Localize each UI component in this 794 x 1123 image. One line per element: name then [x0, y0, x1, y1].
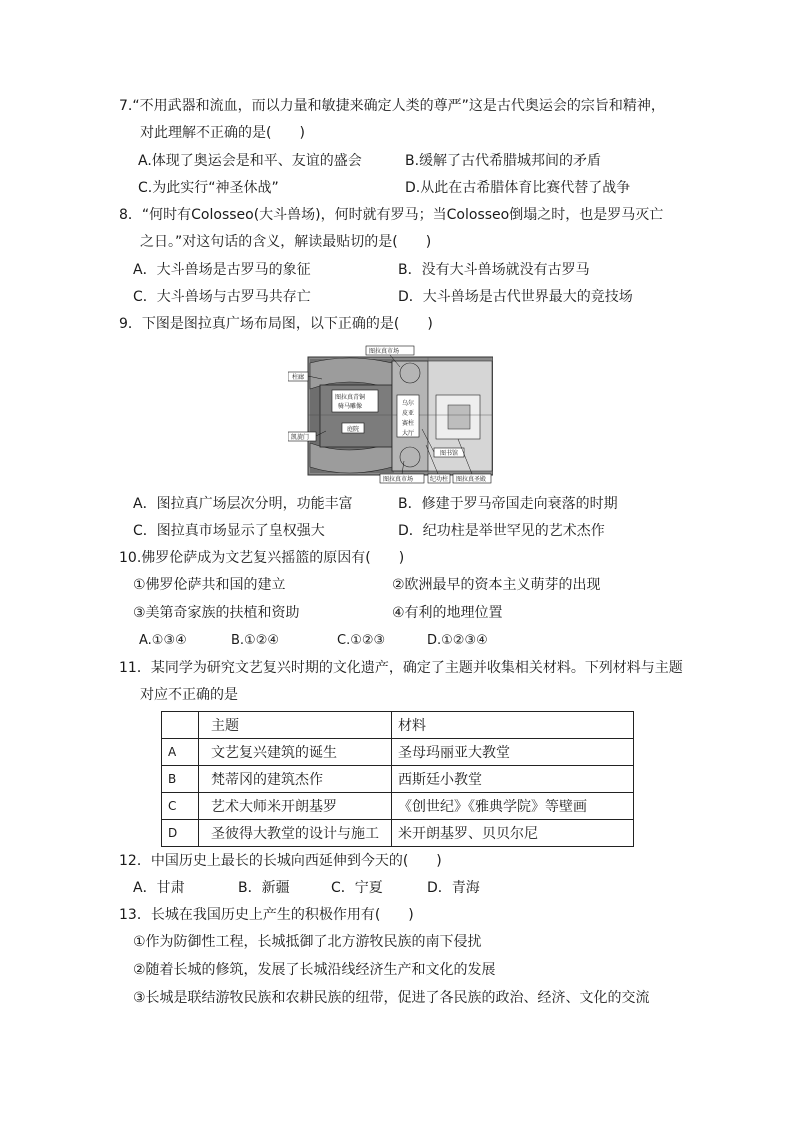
q7-option-c: C.为此实行“神圣休战” — [138, 180, 279, 196]
q13-item-1: ①作为防御性工程，长城抵御了北方游牧民族的南下侵扰 — [133, 934, 482, 950]
table-cell-theme: 梵蒂冈的建筑杰作 — [199, 766, 392, 793]
table-row — [162, 739, 634, 766]
label-hall-line3: 赛柱 — [402, 420, 415, 427]
q12-stem: 12．中国历史上最长的长城向西延伸到今天的( ) — [119, 853, 442, 869]
label-arch: 凯旋门 — [291, 434, 310, 441]
table-header-theme: 主题 — [199, 712, 392, 739]
label-statue-line1: 图拉真青铜 — [335, 394, 366, 401]
q8-option-b: B．没有大斗兽场就没有古罗马 — [398, 262, 590, 278]
q11-stem-line2: 对应不正确的是 — [140, 687, 238, 703]
table-cell-key: D — [162, 820, 199, 847]
q13-stem: 13．长城在我国历史上产生的积极作用有( ) — [119, 907, 414, 923]
label-courtyard: 庭院 — [347, 426, 360, 433]
q10-option-c: C.①②③ — [337, 633, 386, 648]
label-market-top: 图拉真市场 — [369, 348, 400, 355]
q8-option-a: A．大斗兽场是古罗马的象征 — [133, 262, 311, 278]
q9-option-c: C．图拉真市场显示了皇权强大 — [133, 523, 325, 539]
q7-stem-line2: 对此理解不正确的是( ) — [140, 125, 305, 141]
q10-option-b: B.①②④ — [231, 633, 280, 648]
q12-option-c: C．宁夏 — [331, 880, 383, 896]
q7-option-b: B.缓解了古代希腊城邦间的矛盾 — [405, 153, 602, 169]
table-cell-material: 《创世纪》《雅典学院》等壁画 — [392, 793, 634, 820]
q8-stem-line2: 之日。”对这句话的含义，解读最贴切的是( ) — [140, 234, 432, 250]
table-cell-theme: 圣彼得大教堂的设计与施工 — [199, 820, 392, 847]
q12-option-d: D．青海 — [427, 880, 480, 896]
q9-option-a: A．图拉真广场层次分明，功能丰富 — [133, 496, 353, 512]
label-statue-line2: 骑马雕像 — [338, 403, 363, 410]
q10-item-3: ③美第奇家族的扶植和资助 — [133, 605, 300, 621]
q13-item-3: ③长城是联结游牧民族和农耕民族的纽带，促进了各民族的政治、经济、文化的交流 — [133, 990, 650, 1006]
q8-option-d: D．大斗兽场是古代世界最大的竞技场 — [398, 289, 633, 305]
q8-option-c: C．大斗兽场与古罗马共存亡 — [133, 289, 311, 305]
table-row — [162, 766, 634, 793]
table-cell-key: B — [162, 766, 199, 793]
table-cell-key: C — [162, 793, 199, 820]
label-market-bottom: 图拉真市场 — [383, 476, 414, 483]
table-cell-material: 圣母玛丽亚大教堂 — [392, 739, 634, 766]
q8-stem-line1: 8．“何时有Colosseo(大斗兽场)，何时就有罗马；当Colosseo倒塌之时，也是罗马灭亡 — [119, 207, 664, 223]
q12-option-a: A．甘肃 — [133, 880, 185, 896]
table-header-row — [162, 712, 634, 739]
table-cell-key: A — [162, 739, 199, 766]
label-column: 纪功柱 — [430, 476, 449, 483]
q7-option-a: A.体现了奥运会是和平、友谊的盛会 — [138, 153, 362, 169]
q9-option-b: B．修建于罗马帝国走向衰落的时期 — [398, 496, 618, 512]
q10-stem: 10.佛罗伦萨成为文艺复兴摇篮的原因有( ) — [119, 550, 405, 566]
q7-stem-line1: 7.“不用武器和流血，而以力量和敏捷来确定人类的尊严”这是古代奥运会的宗旨和精神， — [119, 98, 665, 114]
label-colonnade: 柱廊 — [292, 374, 305, 381]
q13-item-2: ②随着长城的修筑，发展了长城沿线经济生产和文化的发展 — [133, 962, 496, 978]
table-cell-theme: 文艺复兴建筑的诞生 — [199, 739, 392, 766]
table-cell-theme: 艺术大师米开朗基罗 — [199, 793, 392, 820]
label-library: 图书馆 — [440, 450, 459, 457]
table-row — [162, 820, 634, 847]
label-hall-line1: 乌尔 — [402, 400, 415, 407]
q9-option-d: D．纪功柱是举世罕见的艺术杰作 — [398, 523, 605, 539]
q11-stem-line1: 11．某同学为研究文艺复兴时期的文化遗产，确定了主题并收集相关材料。下列材料与主题 — [119, 660, 683, 676]
q11-table — [161, 711, 634, 847]
q9-stem-line1: 9．下图是图拉真广场布局图，以下正确的是( ) — [119, 316, 433, 332]
q7-option-d: D.从此在古希腊体育比赛代替了战争 — [405, 180, 631, 196]
trajan-forum-layout-figure — [288, 345, 493, 485]
label-hall-line4: 大厅 — [402, 430, 415, 437]
q10-option-d: D.①②③④ — [427, 633, 488, 648]
q10-item-4: ④有利的地理位置 — [392, 605, 503, 621]
table-row — [162, 793, 634, 820]
table-cell-material: 西斯廷小教堂 — [392, 766, 634, 793]
q10-item-1: ①佛罗伦萨共和国的建立 — [133, 577, 286, 593]
table-header-material: 材料 — [392, 712, 634, 739]
table-cell-key — [162, 712, 199, 739]
table-cell-material: 米开朗基罗、贝贝尔尼 — [392, 820, 634, 847]
q12-option-b: B．新疆 — [238, 880, 290, 896]
q10-item-2: ②欧洲最早的资本主义萌芽的出现 — [392, 577, 601, 593]
q10-option-a: A.①③④ — [139, 633, 187, 648]
label-hall-line2: 皮亚 — [402, 410, 415, 417]
label-temple: 图拉真圣殿 — [456, 476, 487, 483]
